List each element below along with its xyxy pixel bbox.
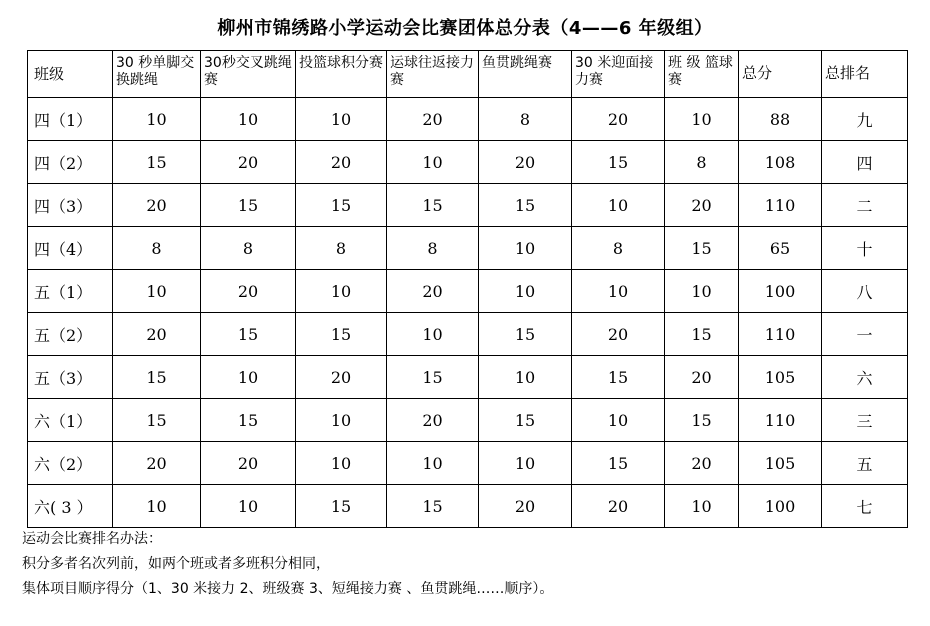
total-cell: 65 bbox=[739, 227, 822, 270]
score-cell: 8 bbox=[201, 227, 296, 270]
score-cell: 15 bbox=[665, 227, 739, 270]
table-row bbox=[28, 98, 908, 141]
score-cell: 10 bbox=[201, 356, 296, 399]
score-cell: 20 bbox=[665, 356, 739, 399]
score-cell: 10 bbox=[387, 141, 479, 184]
score-cell: 15 bbox=[572, 356, 665, 399]
score-cell: 20 bbox=[113, 313, 201, 356]
table-row bbox=[28, 184, 908, 227]
total-cell: 100 bbox=[739, 270, 822, 313]
score-cell: 10 bbox=[296, 98, 387, 141]
score-cell: 20 bbox=[296, 356, 387, 399]
rank-cell: 五 bbox=[822, 442, 908, 485]
score-cell: 10 bbox=[665, 485, 739, 528]
score-cell: 20 bbox=[387, 270, 479, 313]
score-cell: 20 bbox=[572, 313, 665, 356]
header-class: 班级 bbox=[28, 51, 113, 98]
table-row bbox=[28, 485, 908, 528]
score-cell: 20 bbox=[296, 141, 387, 184]
score-cell: 8 bbox=[572, 227, 665, 270]
table-row bbox=[28, 227, 908, 270]
score-cell: 15 bbox=[665, 313, 739, 356]
score-cell: 10 bbox=[387, 442, 479, 485]
rank-cell: 二 bbox=[822, 184, 908, 227]
total-cell: 110 bbox=[739, 399, 822, 442]
table-row bbox=[28, 399, 908, 442]
score-cell: 10 bbox=[572, 270, 665, 313]
score-cell: 10 bbox=[479, 356, 572, 399]
score-cell: 10 bbox=[113, 270, 201, 313]
score-cell: 8 bbox=[665, 141, 739, 184]
class-cell: 四（1） bbox=[28, 98, 113, 141]
document-title: 柳州市锦绣路小学运动会比赛团体总分表（4——6 年级组） bbox=[217, 18, 713, 39]
score-cell: 15 bbox=[113, 356, 201, 399]
table-row bbox=[28, 356, 908, 399]
class-cell: 四（2） bbox=[28, 141, 113, 184]
score-cell: 20 bbox=[201, 442, 296, 485]
rules-line: 积分多者名次列前，如两个班或者多班积分相同， bbox=[22, 556, 330, 572]
score-cell: 10 bbox=[479, 227, 572, 270]
score-cell: 15 bbox=[201, 313, 296, 356]
score-cell: 20 bbox=[387, 98, 479, 141]
table-row bbox=[28, 141, 908, 184]
score-cell: 15 bbox=[572, 442, 665, 485]
total-cell: 105 bbox=[739, 442, 822, 485]
score-cell: 15 bbox=[296, 485, 387, 528]
score-cell: 10 bbox=[665, 270, 739, 313]
score-cell: 20 bbox=[201, 270, 296, 313]
score-cell: 20 bbox=[387, 399, 479, 442]
score-cell: 15 bbox=[387, 485, 479, 528]
class-cell: 六（1） bbox=[28, 399, 113, 442]
header-row bbox=[28, 51, 908, 98]
rank-cell: 十 bbox=[822, 227, 908, 270]
score-cell: 20 bbox=[479, 141, 572, 184]
score-cell: 10 bbox=[479, 442, 572, 485]
header-basketball-shooting: 投篮球积分赛 bbox=[296, 51, 387, 98]
score-cell: 10 bbox=[113, 98, 201, 141]
score-cell: 15 bbox=[113, 399, 201, 442]
score-cell: 15 bbox=[201, 184, 296, 227]
score-cell: 20 bbox=[665, 184, 739, 227]
header-line-rope-jump: 鱼贯跳绳赛 bbox=[479, 51, 572, 98]
table-row bbox=[28, 313, 908, 356]
rules-heading: 运动会比赛排名办法： bbox=[22, 531, 162, 547]
rank-cell: 九 bbox=[822, 98, 908, 141]
score-cell: 15 bbox=[479, 184, 572, 227]
score-cell: 10 bbox=[113, 485, 201, 528]
header-cross-rope: 30秒交叉跳绳赛 bbox=[201, 51, 296, 98]
ranking-rules bbox=[22, 527, 553, 602]
header-single-foot-rope: 30 秒单脚交换跳绳 bbox=[113, 51, 201, 98]
rank-cell: 六 bbox=[822, 356, 908, 399]
header-total: 总分 bbox=[739, 51, 822, 98]
score-cell: 10 bbox=[201, 485, 296, 528]
score-table bbox=[27, 50, 908, 528]
score-cell: 8 bbox=[113, 227, 201, 270]
rules-line: 集体项目顺序得分（1、30 米接力 2、班级赛 3、短绳接力赛 、鱼贯跳绳……顺序）。 bbox=[22, 581, 554, 597]
score-cell: 20 bbox=[479, 485, 572, 528]
score-cell: 15 bbox=[479, 313, 572, 356]
score-cell: 10 bbox=[296, 442, 387, 485]
class-cell: 六( 3 ） bbox=[28, 485, 113, 528]
class-cell: 六（2） bbox=[28, 442, 113, 485]
score-cell: 10 bbox=[296, 270, 387, 313]
score-cell: 20 bbox=[572, 485, 665, 528]
total-cell: 110 bbox=[739, 184, 822, 227]
score-cell: 20 bbox=[113, 184, 201, 227]
header-rank: 总排名 bbox=[822, 51, 908, 98]
class-cell: 四（3） bbox=[28, 184, 113, 227]
total-cell: 100 bbox=[739, 485, 822, 528]
score-cell: 8 bbox=[479, 98, 572, 141]
class-cell: 五（3） bbox=[28, 356, 113, 399]
score-cell: 15 bbox=[113, 141, 201, 184]
rank-cell: 三 bbox=[822, 399, 908, 442]
score-cell: 15 bbox=[201, 399, 296, 442]
score-cell: 10 bbox=[479, 270, 572, 313]
score-cell: 10 bbox=[201, 98, 296, 141]
score-cell: 10 bbox=[572, 399, 665, 442]
class-cell: 五（2） bbox=[28, 313, 113, 356]
rank-cell: 四 bbox=[822, 141, 908, 184]
class-cell: 五（1） bbox=[28, 270, 113, 313]
score-cell: 15 bbox=[665, 399, 739, 442]
table-row bbox=[28, 442, 908, 485]
total-cell: 105 bbox=[739, 356, 822, 399]
score-cell: 15 bbox=[479, 399, 572, 442]
score-cell: 10 bbox=[296, 399, 387, 442]
rank-cell: 七 bbox=[822, 485, 908, 528]
score-cell: 10 bbox=[387, 313, 479, 356]
score-cell: 8 bbox=[387, 227, 479, 270]
score-cell: 15 bbox=[572, 141, 665, 184]
score-cell: 10 bbox=[572, 184, 665, 227]
rank-cell: 一 bbox=[822, 313, 908, 356]
score-cell: 15 bbox=[387, 356, 479, 399]
score-cell: 15 bbox=[296, 184, 387, 227]
score-cell: 10 bbox=[665, 98, 739, 141]
score-cell: 15 bbox=[296, 313, 387, 356]
header-class-basketball: 班 级 篮球赛 bbox=[665, 51, 739, 98]
total-cell: 110 bbox=[739, 313, 822, 356]
score-cell: 20 bbox=[113, 442, 201, 485]
score-cell: 20 bbox=[201, 141, 296, 184]
score-cell: 15 bbox=[387, 184, 479, 227]
score-cell: 20 bbox=[572, 98, 665, 141]
score-cell: 8 bbox=[296, 227, 387, 270]
rank-cell: 八 bbox=[822, 270, 908, 313]
header-dribble-relay: 运球往返接力赛 bbox=[387, 51, 479, 98]
total-cell: 88 bbox=[739, 98, 822, 141]
table-row bbox=[28, 270, 908, 313]
class-cell: 四（4） bbox=[28, 227, 113, 270]
score-cell: 20 bbox=[665, 442, 739, 485]
header-30m-relay: 30 米迎面接力赛 bbox=[572, 51, 665, 98]
total-cell: 108 bbox=[739, 141, 822, 184]
